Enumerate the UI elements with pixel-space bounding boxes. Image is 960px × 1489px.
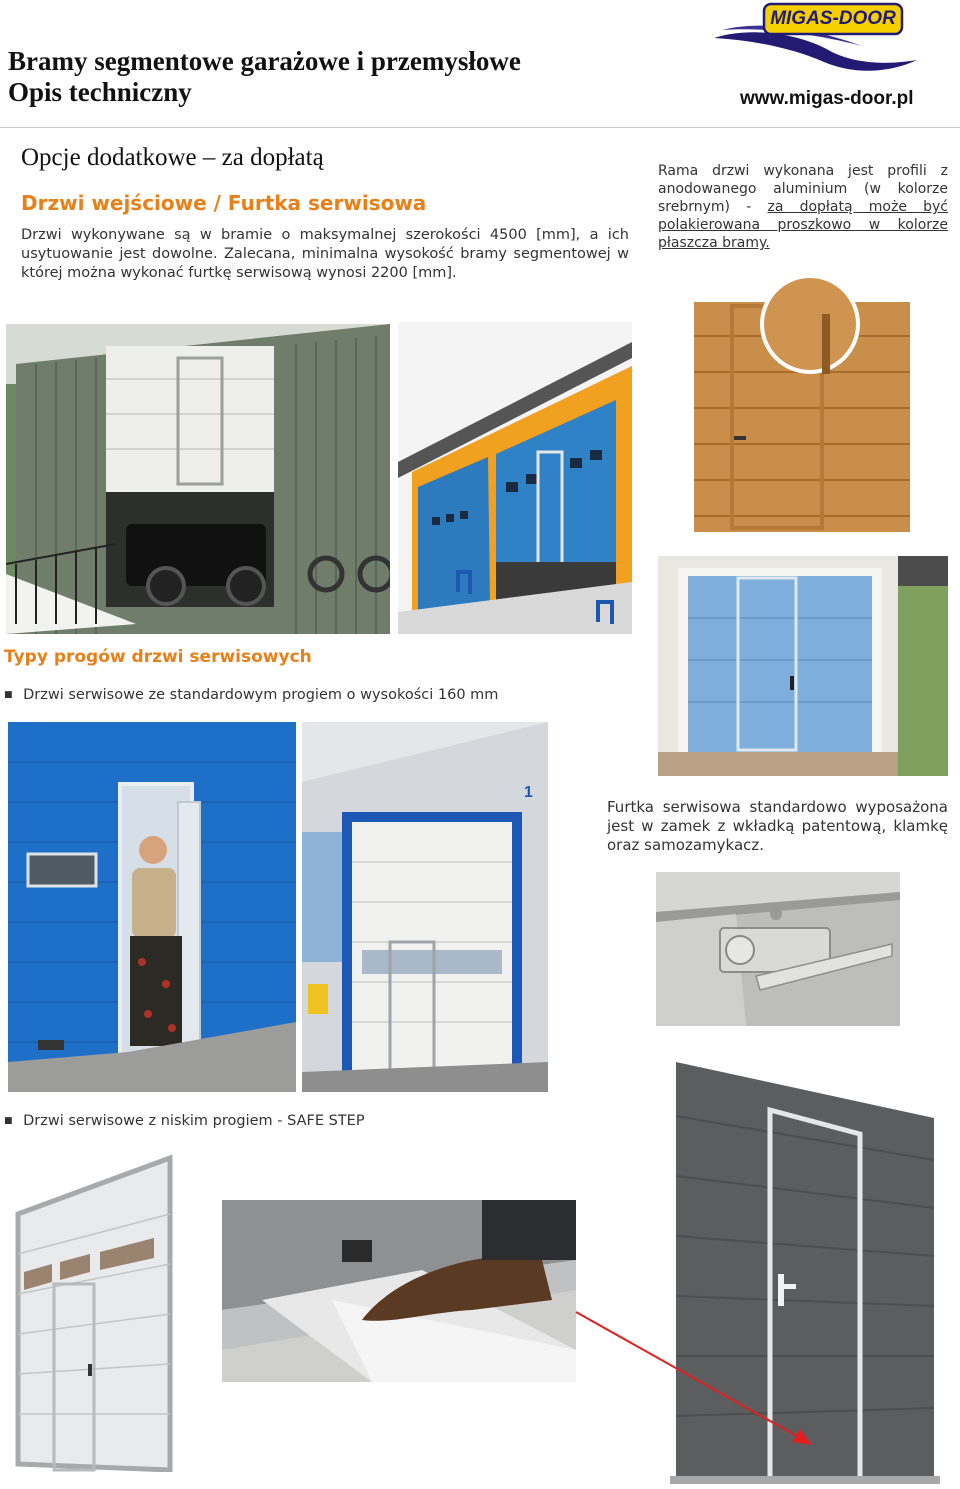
header-divider — [0, 127, 960, 128]
section-heading: Opcje dodatkowe – za dopłatą — [21, 144, 324, 171]
photo-white-garage-door-windows — [14, 1154, 174, 1472]
threshold-safe-step-text: Drzwi serwisowe z niskim progiem - SAFE STEP — [23, 1113, 365, 1129]
intro-paragraph: Drzwi wykonywane są w bramie o maksymalnej szerokości 4500 [mm], a ich usytuowanie jest dowolne. Zalecana, minimalna wysokość bramy segmentowej w której można wykonać furtkę serwisową wynosi 2200 [mm]. — [21, 227, 629, 281]
lock-paragraph: Furtka serwisowa standardowo wyposażona jest w zamek z wkładką patentową, klamkę oraz samozamykacz. — [607, 798, 948, 854]
frame-paragraph — [658, 162, 948, 252]
photo-white-industrial-door — [302, 722, 548, 1092]
website-url[interactable]: www.migas-door.pl — [740, 88, 914, 109]
photo-blue-garage-doors — [398, 322, 632, 634]
threshold-standard-text: Drzwi serwisowe ze standardowym progiem o wysokości 160 mm — [23, 687, 499, 703]
thresholds-heading: Typy progów drzwi serwisowych — [4, 647, 312, 667]
threshold-safe-step-item — [4, 1112, 365, 1131]
title-line-1: Bramy segmentowe garażowe i przemysłowe — [8, 46, 521, 76]
frame-text: Rama drzwi wykonana jest profili z anodowanego aluminium (w kolorze srebrnym) - — [658, 163, 948, 215]
title-line-2: Opis techniczny — [8, 77, 192, 107]
photo-blue-door-with-person — [8, 722, 296, 1092]
frame-text-surcharge: za dopłatą może być polakierowana proszkowo w kolorze płaszcza bramy. — [658, 199, 948, 251]
logo — [712, 0, 922, 78]
photo-light-blue-service-door — [658, 556, 948, 776]
photo-wood-door-frame-closeup — [694, 276, 910, 532]
photo-door-closer — [656, 872, 900, 1026]
document-title — [8, 46, 521, 108]
photo-industrial-hall-service-door — [6, 324, 390, 634]
logo-text: MIGAS-DOOR — [770, 8, 896, 29]
door-number-label: 1 — [524, 784, 533, 801]
red-arrow-icon — [570, 1308, 830, 1468]
section-subheading: Drzwi wejściowe / Furtka serwisowa — [21, 191, 427, 215]
photo-safe-step-threshold-foot — [222, 1200, 576, 1382]
threshold-standard-item — [4, 686, 498, 705]
